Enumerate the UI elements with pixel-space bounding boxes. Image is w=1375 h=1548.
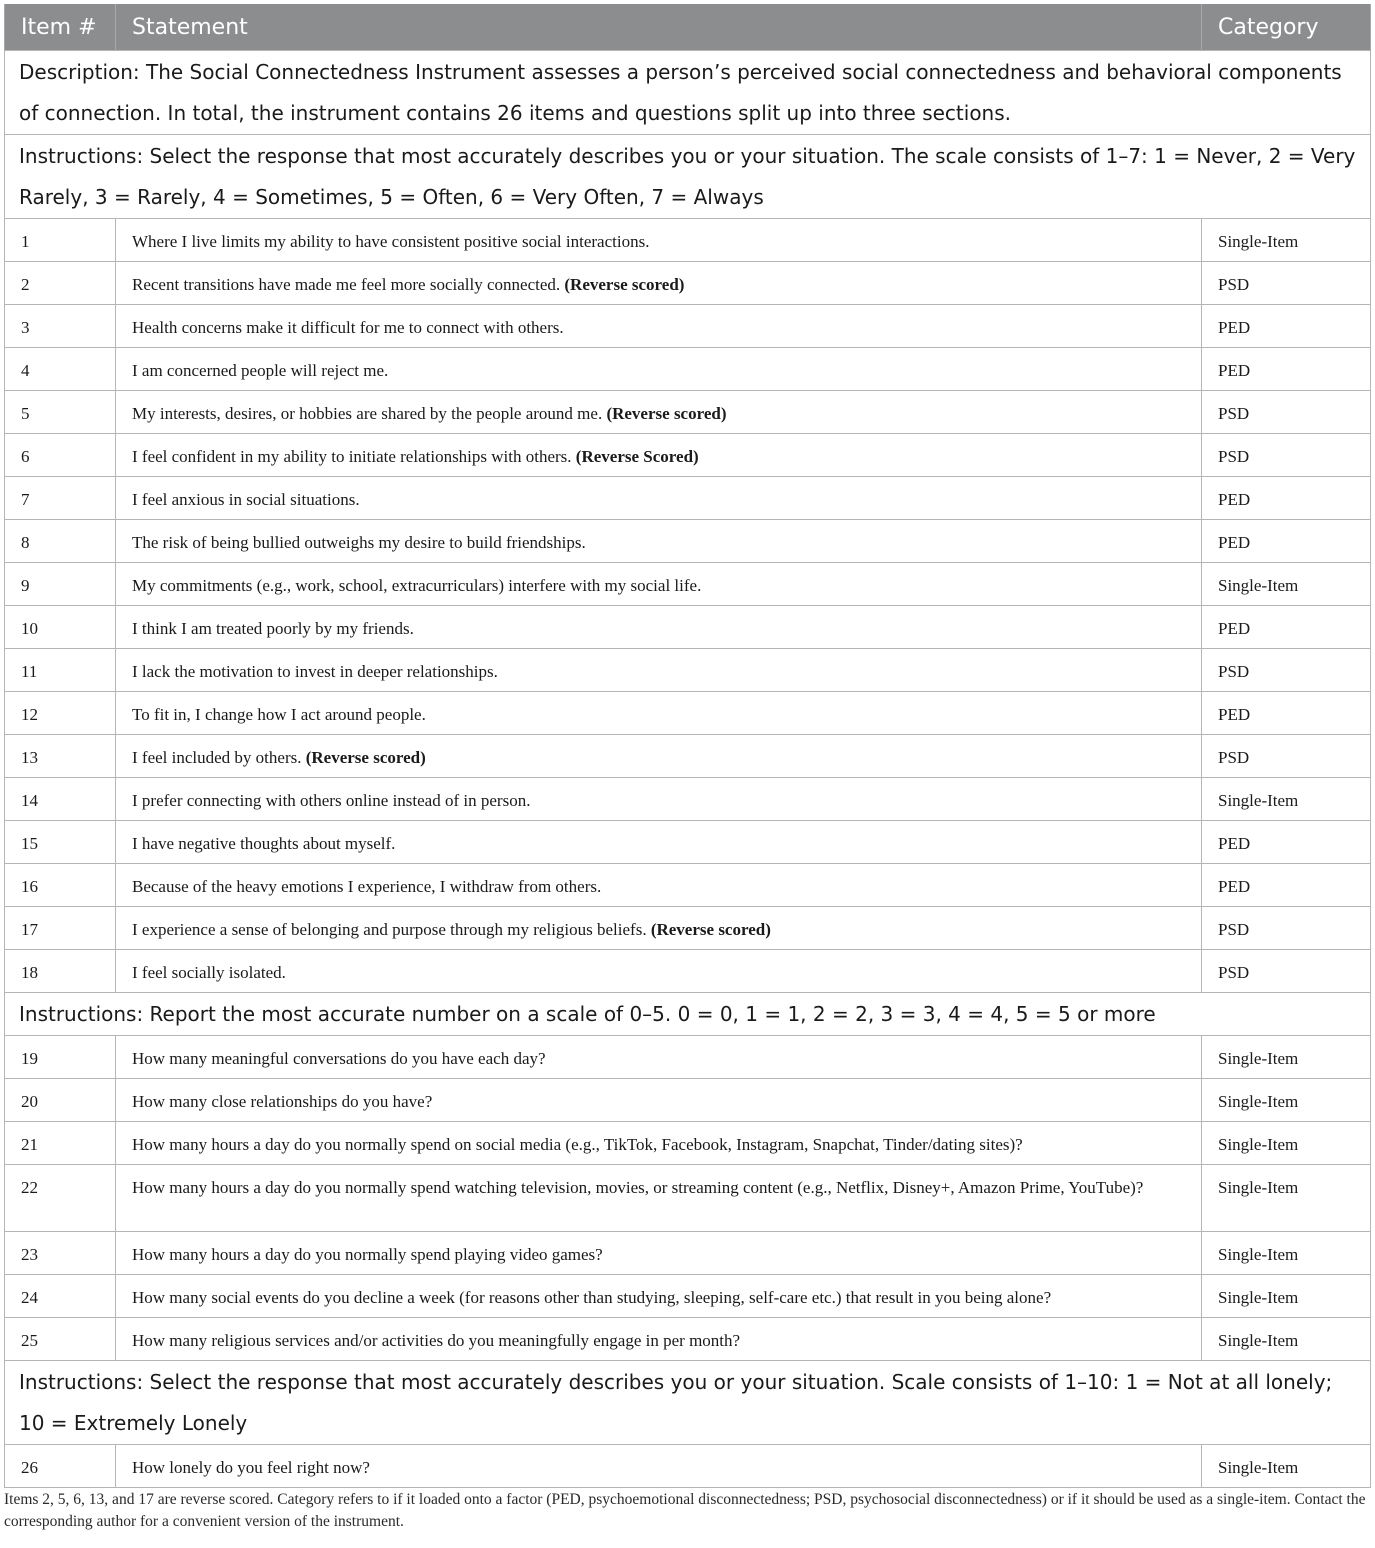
table-row [5,692,1371,735]
item-statement [116,821,1202,864]
instructions-text: Instructions: Select the response that most accurately describes you or your situation. The scale consists of 1–7: 1 = Never, 2 = Very Rarely, 3 = Rarely, 4 = Sometimes, 5 = Often, 6 = Very Often, 7 = Always [5,135,1371,219]
statement-text: I think I am treated poorly by my friends. [132,619,414,638]
item-category: PSD [1202,391,1371,434]
statement-text: How many social events do you decline a week (for reasons other than studying, sleeping, self-care etc.) that result in you being alone? [132,1288,1052,1307]
table-row [5,864,1371,907]
instructions-row [5,1361,1371,1445]
item-category: PED [1202,821,1371,864]
item-category: PED [1202,305,1371,348]
item-statement [116,907,1202,950]
item-statement [116,735,1202,778]
statement-text: I feel confident in my ability to initiate relationships with others. [132,447,572,466]
item-category: Single-Item [1202,1318,1371,1361]
item-category: PED [1202,477,1371,520]
item-statement [116,1079,1202,1122]
statement-text: Health concerns make it difficult for me to connect with others. [132,318,564,337]
item-number: 8 [5,520,116,563]
item-number: 20 [5,1079,116,1122]
item-statement [116,219,1202,262]
statement-text: My interests, desires, or hobbies are shared by the people around me. [132,404,603,423]
item-number: 22 [5,1165,116,1232]
statement-text: I have negative thoughts about myself. [132,834,396,853]
reverse-scored-label: (Reverse scored) [305,748,426,767]
description-text: Description: The Social Connectedness Instrument assesses a person’s perceived social connectedness and behavioral components of connection. In total, the instrument contains 26 items and questions split up into three sections. [5,51,1371,135]
item-category: PED [1202,692,1371,735]
item-category: Single-Item [1202,1079,1371,1122]
item-category: Single-Item [1202,1122,1371,1165]
item-statement [116,1232,1202,1275]
table-body [5,51,1371,1488]
item-number: 6 [5,434,116,477]
statement-text: Because of the heavy emotions I experience, I withdraw from others. [132,877,602,896]
item-number: 1 [5,219,116,262]
item-number: 18 [5,950,116,993]
instructions-row [5,135,1371,219]
item-statement [116,606,1202,649]
item-statement [116,305,1202,348]
reverse-scored-label: (Reverse scored) [606,404,727,423]
instructions-row [5,993,1371,1036]
statement-text: The risk of being bullied outweighs my desire to build friendships. [132,533,586,552]
statement-text: Where I live limits my ability to have consistent positive social interactions. [132,232,650,251]
item-category: Single-Item [1202,1445,1371,1488]
item-category: Single-Item [1202,563,1371,606]
item-number: 12 [5,692,116,735]
statement-text: How many hours a day do you normally spend playing video games? [132,1245,603,1264]
table-footnote: Items 2, 5, 6, 13, and 17 are reverse scored. Category refers to if it loaded onto a factor (PED, psychoemotional disconnectedness; PSD, psychosocial disconnectedness) or if it should be used as a single-item. Contact the corresponding author for a convenient version of the instrument. [4,1491,1366,1530]
item-number: 14 [5,778,116,821]
item-category: Single-Item [1202,1232,1371,1275]
table-row [5,262,1371,305]
table-row [5,1036,1371,1079]
item-category: PSD [1202,649,1371,692]
statement-text: I lack the motivation to invest in deeper relationships. [132,662,498,681]
item-category: PED [1202,864,1371,907]
item-number: 21 [5,1122,116,1165]
item-category: Single-Item [1202,219,1371,262]
item-number: 7 [5,477,116,520]
item-statement [116,950,1202,993]
item-number: 13 [5,735,116,778]
item-number: 2 [5,262,116,305]
reverse-scored-label: (Reverse scored) [650,920,771,939]
item-number: 4 [5,348,116,391]
item-number: 5 [5,391,116,434]
reverse-scored-label: (Reverse Scored) [575,447,699,466]
statement-text: I feel included by others. [132,748,302,767]
item-statement [116,1036,1202,1079]
table-row [5,1122,1371,1165]
description-row [5,51,1371,135]
table-row [5,348,1371,391]
item-number: 17 [5,907,116,950]
instrument-table [4,4,1371,1488]
item-category: PED [1202,606,1371,649]
table-row [5,1232,1371,1275]
table-row [5,735,1371,778]
instructions-text: Instructions: Select the response that most accurately describes you or your situation. Scale consists of 1–10: 1 = Not at all lonely; 10 = Extremely Lonely [5,1361,1371,1445]
instructions-text: Instructions: Report the most accurate number on a scale of 0–5. 0 = 0, 1 = 1, 2 = 2, 3 = 3, 4 = 4, 5 = 5 or more [5,993,1371,1036]
table-row [5,649,1371,692]
item-statement [116,1275,1202,1318]
item-statement [116,520,1202,563]
table-row [5,606,1371,649]
table-row [5,1445,1371,1488]
statement-text: I am concerned people will reject me. [132,361,389,380]
item-statement [116,778,1202,821]
item-number: 23 [5,1232,116,1275]
statement-text: Recent transitions have made me feel more socially connected. [132,275,561,294]
item-category: PSD [1202,907,1371,950]
item-statement [116,1165,1202,1232]
statement-text: How many hours a day do you normally spend watching television, movies, or streaming content (e.g., Netflix, Disney+, Amazon Prime, YouTube)? [132,1178,1144,1197]
table-row [5,434,1371,477]
statement-text: I experience a sense of belonging and purpose through my religious beliefs. [132,920,647,939]
item-statement [116,649,1202,692]
table-row [5,1079,1371,1122]
item-statement [116,1445,1202,1488]
statement-text: How many close relationships do you have? [132,1092,433,1111]
item-number: 10 [5,606,116,649]
item-statement [116,477,1202,520]
instrument-table-container [4,4,1370,1533]
item-statement [116,563,1202,606]
table-row [5,520,1371,563]
table-row [5,821,1371,864]
header-row [5,4,1371,51]
header-statement: Statement [116,4,1202,51]
table-row [5,563,1371,606]
item-statement [116,1122,1202,1165]
header-item-number: Item # [5,4,116,51]
statement-text: I prefer connecting with others online instead of in person. [132,791,531,810]
item-number: 25 [5,1318,116,1361]
table-row [5,1318,1371,1361]
statement-text: My commitments (e.g., work, school, extracurriculars) interfere with my social life. [132,576,702,595]
item-number: 15 [5,821,116,864]
item-statement [116,262,1202,305]
statement-text: I feel socially isolated. [132,963,286,982]
item-number: 9 [5,563,116,606]
table-row [5,305,1371,348]
statement-text: How lonely do you feel right now? [132,1458,370,1477]
item-category: PSD [1202,434,1371,477]
statement-text: How many hours a day do you normally spend on social media (e.g., TikTok, Facebook, Instagram, Snapchat, Tinder/dating sites)? [132,1135,1023,1154]
item-category: PSD [1202,950,1371,993]
table-row [5,778,1371,821]
table-row [5,477,1371,520]
header-category: Category [1202,4,1371,51]
item-category: PED [1202,348,1371,391]
item-category: PSD [1202,735,1371,778]
item-category: Single-Item [1202,1275,1371,1318]
table-row [5,391,1371,434]
item-number: 26 [5,1445,116,1488]
reverse-scored-label: (Reverse scored) [564,275,685,294]
item-statement [116,692,1202,735]
item-statement [116,864,1202,907]
item-category: PED [1202,520,1371,563]
table-row [5,1275,1371,1318]
item-number: 3 [5,305,116,348]
statement-text: How many religious services and/or activities do you meaningfully engage in per month? [132,1331,741,1350]
item-category: Single-Item [1202,1165,1371,1232]
table-row [5,907,1371,950]
item-category: Single-Item [1202,778,1371,821]
statement-text: To fit in, I change how I act around people. [132,705,426,724]
item-statement [116,348,1202,391]
table-row [5,219,1371,262]
item-category: PSD [1202,262,1371,305]
statement-text: I feel anxious in social situations. [132,490,360,509]
table-row [5,950,1371,993]
item-statement [116,391,1202,434]
statement-text: How many meaningful conversations do you have each day? [132,1049,546,1068]
item-number: 19 [5,1036,116,1079]
item-statement [116,434,1202,477]
table-row [5,1165,1371,1232]
item-category: Single-Item [1202,1036,1371,1079]
item-statement [116,1318,1202,1361]
item-number: 16 [5,864,116,907]
item-number: 24 [5,1275,116,1318]
item-number: 11 [5,649,116,692]
